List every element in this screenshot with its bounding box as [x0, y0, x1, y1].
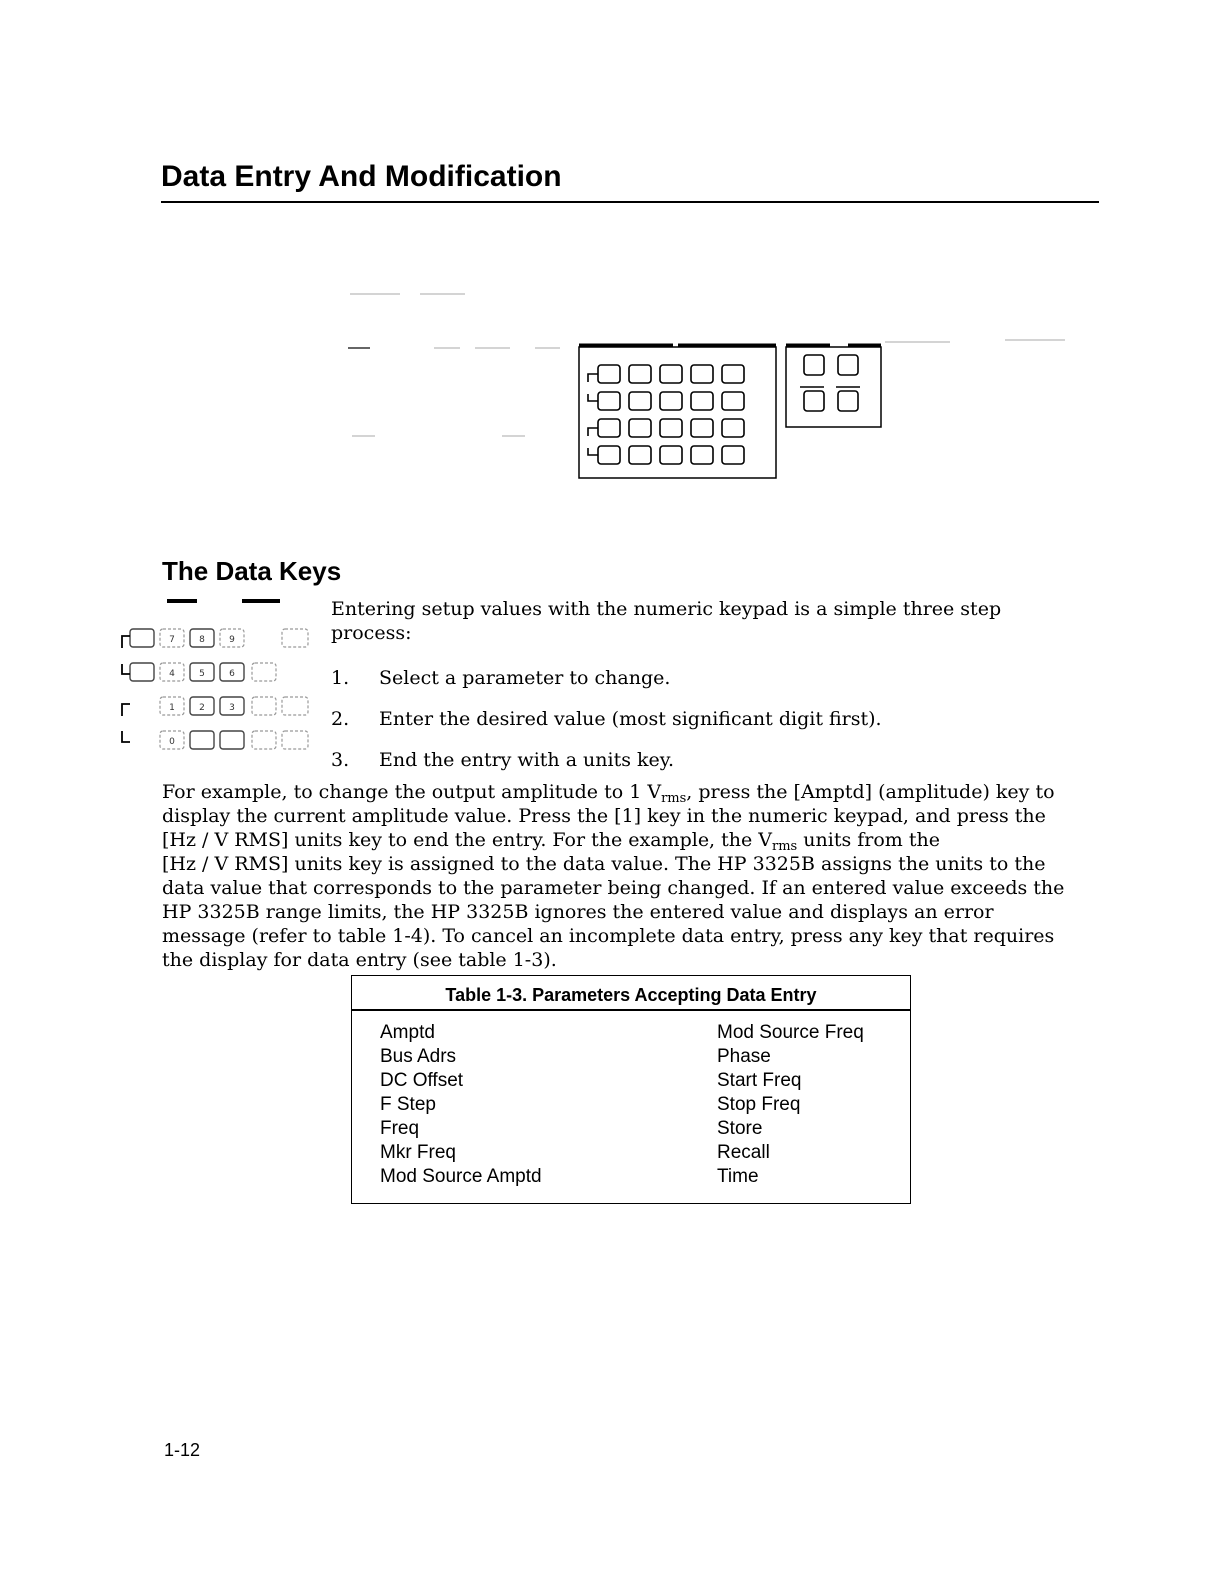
panel-key: [629, 392, 651, 410]
paragraph-line: display the current amplitude value. Press the [1] key in the numeric keypad, and press the: [162, 805, 1046, 827]
table-cell: Stop Freq: [717, 1094, 801, 1115]
keypad-key: [190, 731, 214, 749]
paragraph-line: For example, to change the output amplitude to 1 $V_{rms}$, press the [Amptd] (amplitude) key to: [162, 781, 1055, 806]
keypad-digit-1: 1: [169, 703, 175, 713]
table-column-left: [380, 1021, 542, 1189]
keypad-digit-4: 4: [169, 669, 175, 679]
list-item: [331, 707, 1051, 748]
step-text: End the entry with a units key.: [379, 749, 675, 771]
keypad-key: [130, 629, 154, 647]
keypad-digit-9: 9: [229, 635, 235, 645]
keypad-digit-5: 5: [199, 669, 205, 679]
panel-key: [598, 419, 620, 437]
paragraph-line: message (refer to table 1-4). To cancel an incomplete data entry, press any key that requires: [162, 925, 1055, 947]
keypad-digit-8: 8: [199, 635, 205, 645]
table-cell: Amptd: [380, 1022, 435, 1043]
units-key: [838, 355, 858, 375]
panel-key: [691, 365, 713, 383]
panel-key: [691, 392, 713, 410]
table-cell: Store: [717, 1118, 763, 1139]
body-paragraph: [162, 780, 1102, 972]
panel-key: [629, 419, 651, 437]
page-title: Data Entry And Modification: [161, 160, 562, 193]
page-number: 1-12: [164, 1440, 201, 1460]
step-text: Select a parameter to change.: [379, 667, 671, 689]
panel-key: [722, 392, 744, 410]
step-text: Enter the desired value (most significant digit first).: [379, 708, 882, 730]
table-caption: Table 1-3. Parameters Accepting Data Entry: [445, 985, 817, 1005]
panel-key: [660, 392, 682, 410]
table-cell: Phase: [717, 1046, 771, 1067]
keypad-digit-0: 0: [169, 737, 175, 747]
keypad-key: [130, 663, 154, 681]
units-key: [804, 355, 824, 375]
panel-key: [691, 446, 713, 464]
panel-key: [598, 446, 620, 464]
panel-key: [722, 446, 744, 464]
table-cell: Freq: [380, 1118, 420, 1139]
step-number: 2.: [331, 708, 350, 730]
table-cell: Start Freq: [717, 1070, 802, 1091]
numeric-keypad-illustration: [112, 596, 327, 756]
table-cell: Bus Adrs: [380, 1046, 457, 1067]
table-cell: Mod Source Freq: [717, 1022, 864, 1043]
front-panel-illustration: [330, 270, 1080, 490]
panel-key: [660, 419, 682, 437]
keypad-digit-2: 2: [199, 703, 205, 713]
paragraph-line: HP 3325B range limits, the HP 3325B ignores the entered value and displays an error: [162, 901, 994, 923]
step-number: 1.: [331, 667, 350, 689]
table-cell: Time: [717, 1166, 759, 1187]
panel-key: [660, 446, 682, 464]
keypad-key: [220, 731, 244, 749]
panel-key: [629, 446, 651, 464]
panel-key: [598, 392, 620, 410]
panel-key: [722, 419, 744, 437]
table-cell: Mkr Freq: [380, 1142, 456, 1163]
list-item: [331, 666, 1051, 707]
panel-key: [660, 365, 682, 383]
paragraph-line: [Hz / V RMS] units key to end the entry. For the example, the $V_{rms}$ units from the: [162, 829, 940, 854]
paragraph-line: data value that corresponds to the parameter being changed. If an entered value exceeds the: [162, 877, 1065, 899]
table-column-right: [717, 1021, 864, 1189]
panel-key: [722, 365, 744, 383]
step-number: 3.: [331, 749, 350, 771]
panel-key: [629, 365, 651, 383]
steps-list: [331, 666, 1051, 789]
paragraph-line: the display for data entry (see table 1-3).: [162, 949, 557, 971]
table-rule: [352, 1009, 910, 1011]
table-cell: F Step: [380, 1094, 436, 1115]
keypad-digit-6: 6: [229, 669, 235, 679]
units-key: [838, 391, 858, 411]
keypad-digit-3: 3: [229, 703, 235, 713]
table-cell: Recall: [717, 1142, 770, 1163]
keypad-digit-7: 7: [169, 635, 175, 645]
panel-key: [598, 365, 620, 383]
parameters-table: [351, 975, 911, 1204]
table-cell: DC Offset: [380, 1070, 464, 1091]
units-key: [804, 391, 824, 411]
table-cell: Mod Source Amptd: [380, 1166, 542, 1187]
intro-text: Entering setup values with the numeric keypad is a simple three step process:: [331, 598, 1002, 644]
panel-key: [691, 419, 713, 437]
title-rule: [161, 201, 1099, 203]
paragraph-line: [Hz / V RMS] units key is assigned to the data value. The HP 3325B assigns the units to the: [162, 853, 1046, 875]
section-title: The Data Keys: [162, 556, 342, 586]
